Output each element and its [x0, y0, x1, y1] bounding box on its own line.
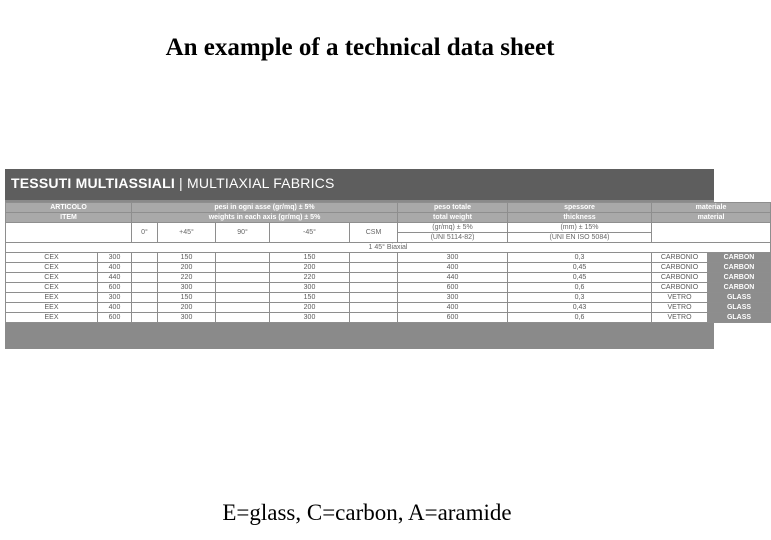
cell-plus45: 150 [158, 253, 216, 263]
axis-minus45: -45° [270, 223, 350, 243]
cell-0 [132, 303, 158, 313]
cell-item: CEX [6, 263, 98, 273]
cell-total: 600 [398, 283, 508, 293]
cell-thickness: 0,6 [508, 283, 652, 293]
cell-material-it: CARBONIO [652, 273, 708, 283]
cell-material-it: VETRO [652, 303, 708, 313]
cell-material-en: GLASS [708, 303, 771, 313]
cell-material-en: CARBON [708, 263, 771, 273]
header-peso-norm: (UNI 5114-82) [398, 233, 508, 243]
cell-csm [350, 253, 398, 263]
cell-item: EEX [6, 313, 98, 323]
data-sheet-image [5, 169, 755, 349]
sheet-title [11, 175, 335, 191]
header-spessore-it: spessore [508, 203, 652, 213]
cell-code: 400 [98, 263, 132, 273]
cell-minus45: 200 [270, 303, 350, 313]
cell-code: 300 [98, 253, 132, 263]
cell-material-en: CARBON [708, 283, 771, 293]
cell-code: 440 [98, 273, 132, 283]
cell-code: 400 [98, 303, 132, 313]
cell-thickness: 0,45 [508, 273, 652, 283]
cell-csm [350, 313, 398, 323]
slide-title: An example of a technical data sheet [165, 34, 555, 61]
cell-0 [132, 283, 158, 293]
sheet-header-bar [5, 169, 714, 200]
cell-code: 600 [98, 313, 132, 323]
table-row [6, 303, 771, 313]
cell-material-en: GLASS [708, 293, 771, 303]
header-pesi-it: pesi in ogni asse (gr/mq) ± 5% [132, 203, 398, 213]
cell-minus45: 300 [270, 283, 350, 293]
cell-thickness: 0,3 [508, 293, 652, 303]
header-item: ITEM [6, 213, 132, 223]
cell-minus45: 150 [270, 253, 350, 263]
cell-item: EEX [6, 293, 98, 303]
cell-material-en: CARBON [708, 253, 771, 263]
axis-plus45: +45° [158, 223, 216, 243]
cell-0 [132, 313, 158, 323]
cell-90 [216, 303, 270, 313]
header-materiale-en: material [652, 213, 771, 223]
axis-0: 0° [132, 223, 158, 243]
header-peso-unit: (gr/mq) ± 5% [398, 223, 508, 233]
sheet-title-english: | MULTIAXIAL FABRICS [174, 175, 335, 191]
cell-csm [350, 293, 398, 303]
cell-csm [350, 263, 398, 273]
cell-plus45: 300 [158, 313, 216, 323]
cell-0 [132, 293, 158, 303]
cell-material-it: CARBONIO [652, 263, 708, 273]
caption: E=glass, C=carbon, A=aramide [222, 500, 512, 525]
cell-0 [132, 253, 158, 263]
axis-csm: CSM [350, 223, 398, 243]
cell-material-it: CARBONIO [652, 283, 708, 293]
header-spessore-en: thickness [508, 213, 652, 223]
cell-90 [216, 263, 270, 273]
cell-minus45: 300 [270, 313, 350, 323]
cell-total: 400 [398, 303, 508, 313]
cell-90 [216, 293, 270, 303]
cell-minus45: 200 [270, 263, 350, 273]
table-row [6, 253, 771, 263]
table-row [6, 293, 771, 303]
header-units-row [6, 223, 771, 233]
cell-plus45: 150 [158, 293, 216, 303]
cell-material-it: VETRO [652, 313, 708, 323]
cell-material-it: CARBONIO [652, 253, 708, 263]
data-table [5, 202, 771, 323]
cell-plus45: 200 [158, 263, 216, 273]
table-row [6, 283, 771, 293]
cell-code: 600 [98, 283, 132, 293]
cell-minus45: 150 [270, 293, 350, 303]
header-row-italian [6, 203, 771, 213]
cell-csm [350, 273, 398, 283]
cell-thickness: 0,6 [508, 313, 652, 323]
cell-material-it: VETRO [652, 293, 708, 303]
cell-csm [350, 303, 398, 313]
header-pesi-en: weights in each axis (gr/mq) ± 5% [132, 213, 398, 223]
header-articolo: ARTICOLO [6, 203, 132, 213]
cell-total: 300 [398, 293, 508, 303]
header-peso-it: peso totale [398, 203, 508, 213]
cell-plus45: 200 [158, 303, 216, 313]
cell-plus45: 300 [158, 283, 216, 293]
group-row [6, 243, 771, 253]
cell-90 [216, 273, 270, 283]
cell-0 [132, 263, 158, 273]
header-blank-material [652, 223, 771, 243]
cell-item: CEX [6, 273, 98, 283]
header-spessore-norm: (UNI EN ISO 5084) [508, 233, 652, 243]
cell-thickness: 0,45 [508, 263, 652, 273]
cell-thickness: 0,3 [508, 253, 652, 263]
cell-item: CEX [6, 283, 98, 293]
cell-thickness: 0,43 [508, 303, 652, 313]
cell-total: 300 [398, 253, 508, 263]
table-row [6, 273, 771, 283]
cell-material-en: GLASS [708, 313, 771, 323]
cell-plus45: 220 [158, 273, 216, 283]
cell-total: 440 [398, 273, 508, 283]
header-spessore-unit: (mm) ± 15% [508, 223, 652, 233]
cell-csm [350, 283, 398, 293]
cell-90 [216, 253, 270, 263]
cell-code: 300 [98, 293, 132, 303]
axis-90: 90° [216, 223, 270, 243]
sheet-title-italian: TESSUTI MULTIASSIALI [11, 175, 175, 191]
header-materiale-it: materiale [652, 203, 771, 213]
header-blank [6, 223, 132, 243]
cell-material-en: CARBON [708, 273, 771, 283]
cell-total: 600 [398, 313, 508, 323]
group-label: 1 45° Biaxial [6, 243, 771, 253]
cell-minus45: 220 [270, 273, 350, 283]
table-row [6, 263, 771, 273]
cell-90 [216, 313, 270, 323]
cell-total: 400 [398, 263, 508, 273]
cell-0 [132, 273, 158, 283]
cell-item: CEX [6, 253, 98, 263]
table-row [6, 313, 771, 323]
cell-90 [216, 283, 270, 293]
header-peso-en: total weight [398, 213, 508, 223]
header-row-english [6, 213, 771, 223]
cell-item: EEX [6, 303, 98, 313]
